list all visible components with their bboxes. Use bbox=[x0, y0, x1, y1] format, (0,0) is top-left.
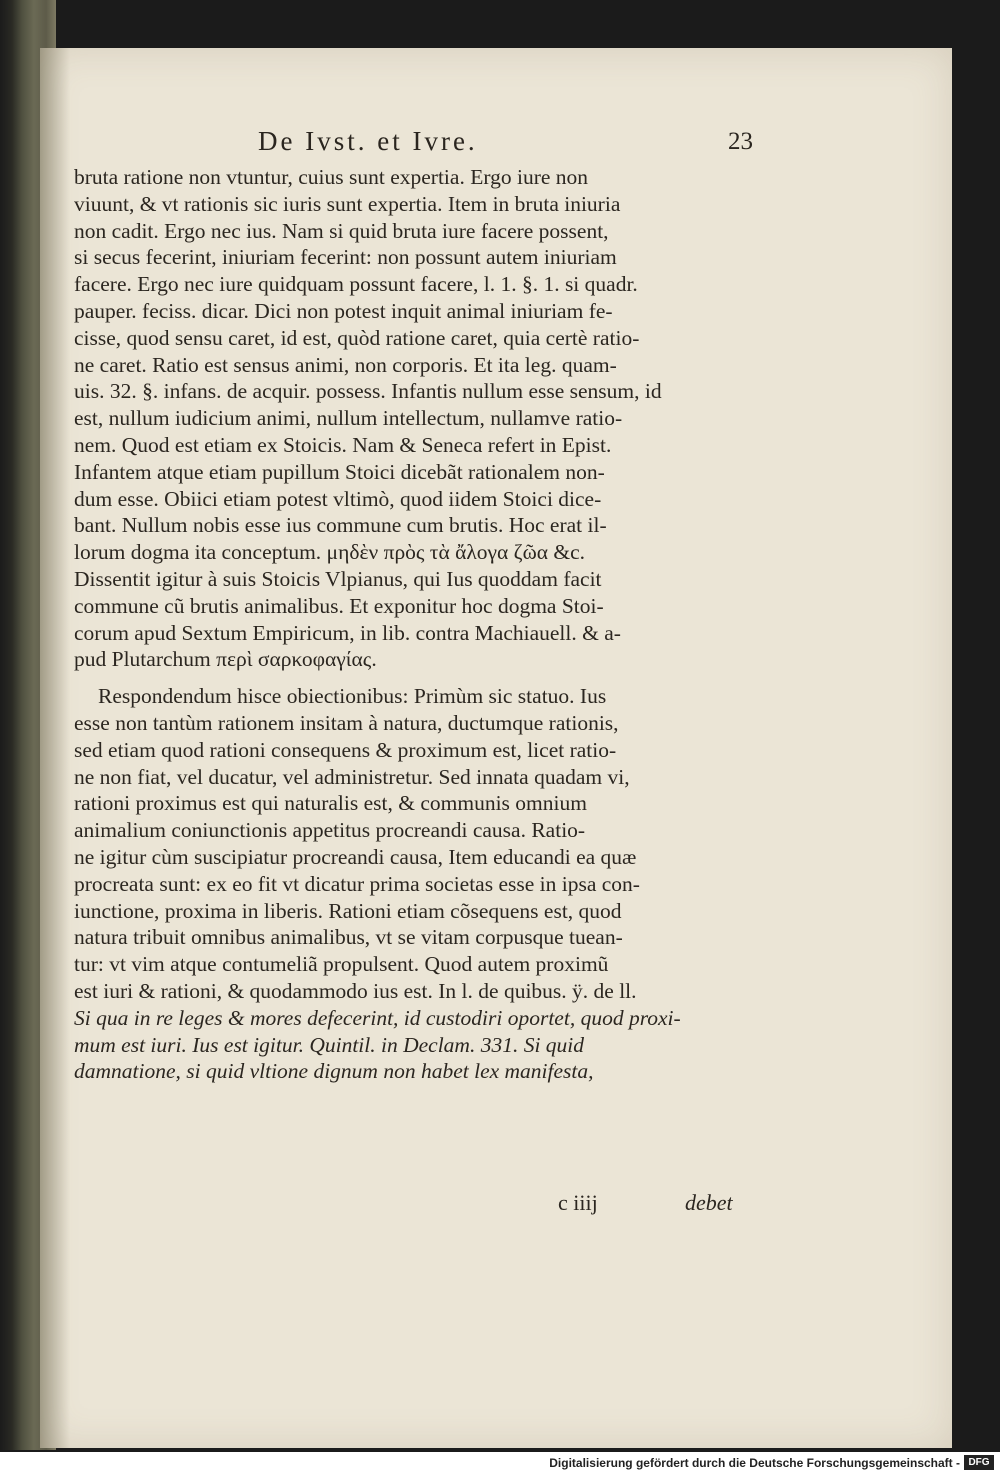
body-text bbox=[74, 164, 760, 1085]
text-line: bruta ratione non vtuntur, cuius sunt expertia. Ergo iure non bbox=[74, 165, 589, 189]
text-line: non cadit. Ergo nec ius. Nam si quid bruta iure facere possent, bbox=[74, 218, 609, 243]
text-line: procreata sunt: ex eo fit vt dicatur prima societas esse in ipsa con- bbox=[74, 871, 640, 896]
text-line: ne non fiat, vel ducatur, vel administretur. Sed innata quadam vi, bbox=[74, 764, 630, 789]
text-line: viuunt, & vt rationis sic iuris sunt expertia. Item in bruta iniuria bbox=[74, 191, 621, 216]
text-line: ne igitur cùm suscipiatur procreandi causa, Item educandi ea quæ bbox=[74, 844, 637, 869]
book-page bbox=[40, 48, 952, 1448]
text-line: uis. 32. §. infans. de acquir. possess. Infantis nullum esse sensum, id bbox=[74, 379, 662, 404]
funding-credit: Digitalisierung gefördert durch die Deutsche Forschungsgemeinschaft - bbox=[549, 1456, 960, 1470]
text-line: corum apud Sextum Empiricum, in lib. contra Machiauell. & a- bbox=[74, 620, 621, 645]
text-line: commune cũ brutis animalibus. Et exponitur hoc dogma Stoi- bbox=[74, 593, 604, 618]
text-line: lorum dogma ita conceptum. μηδὲν πρὸς τὰ ἄλογα ζῶα &c. bbox=[74, 540, 586, 565]
text-line: facere. Ergo nec iure quidquam possunt facere, l. 1. §. 1. si quadr. bbox=[74, 272, 638, 297]
signature-mark: c iiij bbox=[558, 1190, 598, 1215]
dfg-logo: DFG bbox=[964, 1455, 994, 1470]
text-line: animalium coniunctionis appetitus procreandi causa. Ratio- bbox=[74, 818, 586, 843]
paragraph-gap bbox=[74, 673, 760, 683]
text-line: est, nullum iudicium animi, nullum intellectum, nullamve ratio- bbox=[74, 406, 623, 431]
text-line: natura tribuit omnibus animalibus, vt se vitam corpusque tuean- bbox=[74, 925, 623, 950]
catchword: debet bbox=[685, 1190, 733, 1215]
text-line: dum esse. Obiici etiam potest vltimò, quod iidem Stoici dice- bbox=[74, 486, 602, 511]
text-line: nem. Quod est etiam ex Stoicis. Nam & Seneca refert in Epist. bbox=[74, 432, 612, 457]
text-line: esse non tantùm rationem insitam à natura, ductumque rationis, bbox=[74, 710, 619, 735]
italic-quote-line: damnatione, si quid vltione dignum non habet lex manifesta, bbox=[74, 1059, 594, 1084]
text-line: rationi proximus est qui naturalis est, & communis omnium bbox=[74, 791, 587, 816]
italic-quote-line: Si qua in re leges & mores defecerint, id custodiri oportet, quod proxi- bbox=[74, 1005, 681, 1030]
text-line: ne caret. Ratio est sensus animi, non corporis. Et ita leg. quam- bbox=[74, 352, 617, 377]
running-head: De Ivst. et Ivre. bbox=[258, 126, 478, 156]
text-line: tur: vt vim atque contumeliã propulsent. Quod autem proximũ bbox=[74, 952, 609, 977]
text-line: Dissentit igitur à suis Stoicis Vlpianus, qui Ius quoddam facit bbox=[74, 566, 602, 591]
text-line: sed etiam quod rationi consequens & proximum est, licet ratio- bbox=[74, 737, 617, 762]
footer-bar bbox=[0, 1452, 1000, 1474]
text-line: si secus fecerint, iniuriam fecerint: non possunt autem iniuriam bbox=[74, 245, 617, 270]
italic-quote-line: mum est iuri. Ius est igitur. Quintil. in Declam. 331. Si quid bbox=[74, 1032, 585, 1057]
text-line: pud Plutarchum περὶ σαρκοφαγίας. bbox=[74, 647, 377, 672]
text-line: Infantem atque etiam pupillum Stoici dicebãt rationalem non- bbox=[74, 459, 605, 484]
text-line: cisse, quod sensu caret, id est, quòd ratione caret, quia certè ratio- bbox=[74, 325, 640, 350]
page-number: 23 bbox=[728, 128, 753, 155]
text-line: pauper. feciss. dicar. Dici non potest inquit animal iniuriam fe- bbox=[74, 298, 613, 323]
text-line: Respondendum hisce obiectionibus: Primùm sic statuo. Ius bbox=[98, 684, 607, 709]
text-line: bant. Nullum nobis esse ius commune cum brutis. Hoc erat il- bbox=[74, 513, 607, 538]
text-line: est iuri & rationi, & quodammodo ius est. In l. de quibus. ÿ. de ll. bbox=[74, 978, 637, 1003]
text-line: iunctione, proxima in liberis. Rationi etiam cõsequens est, quod bbox=[74, 898, 622, 923]
